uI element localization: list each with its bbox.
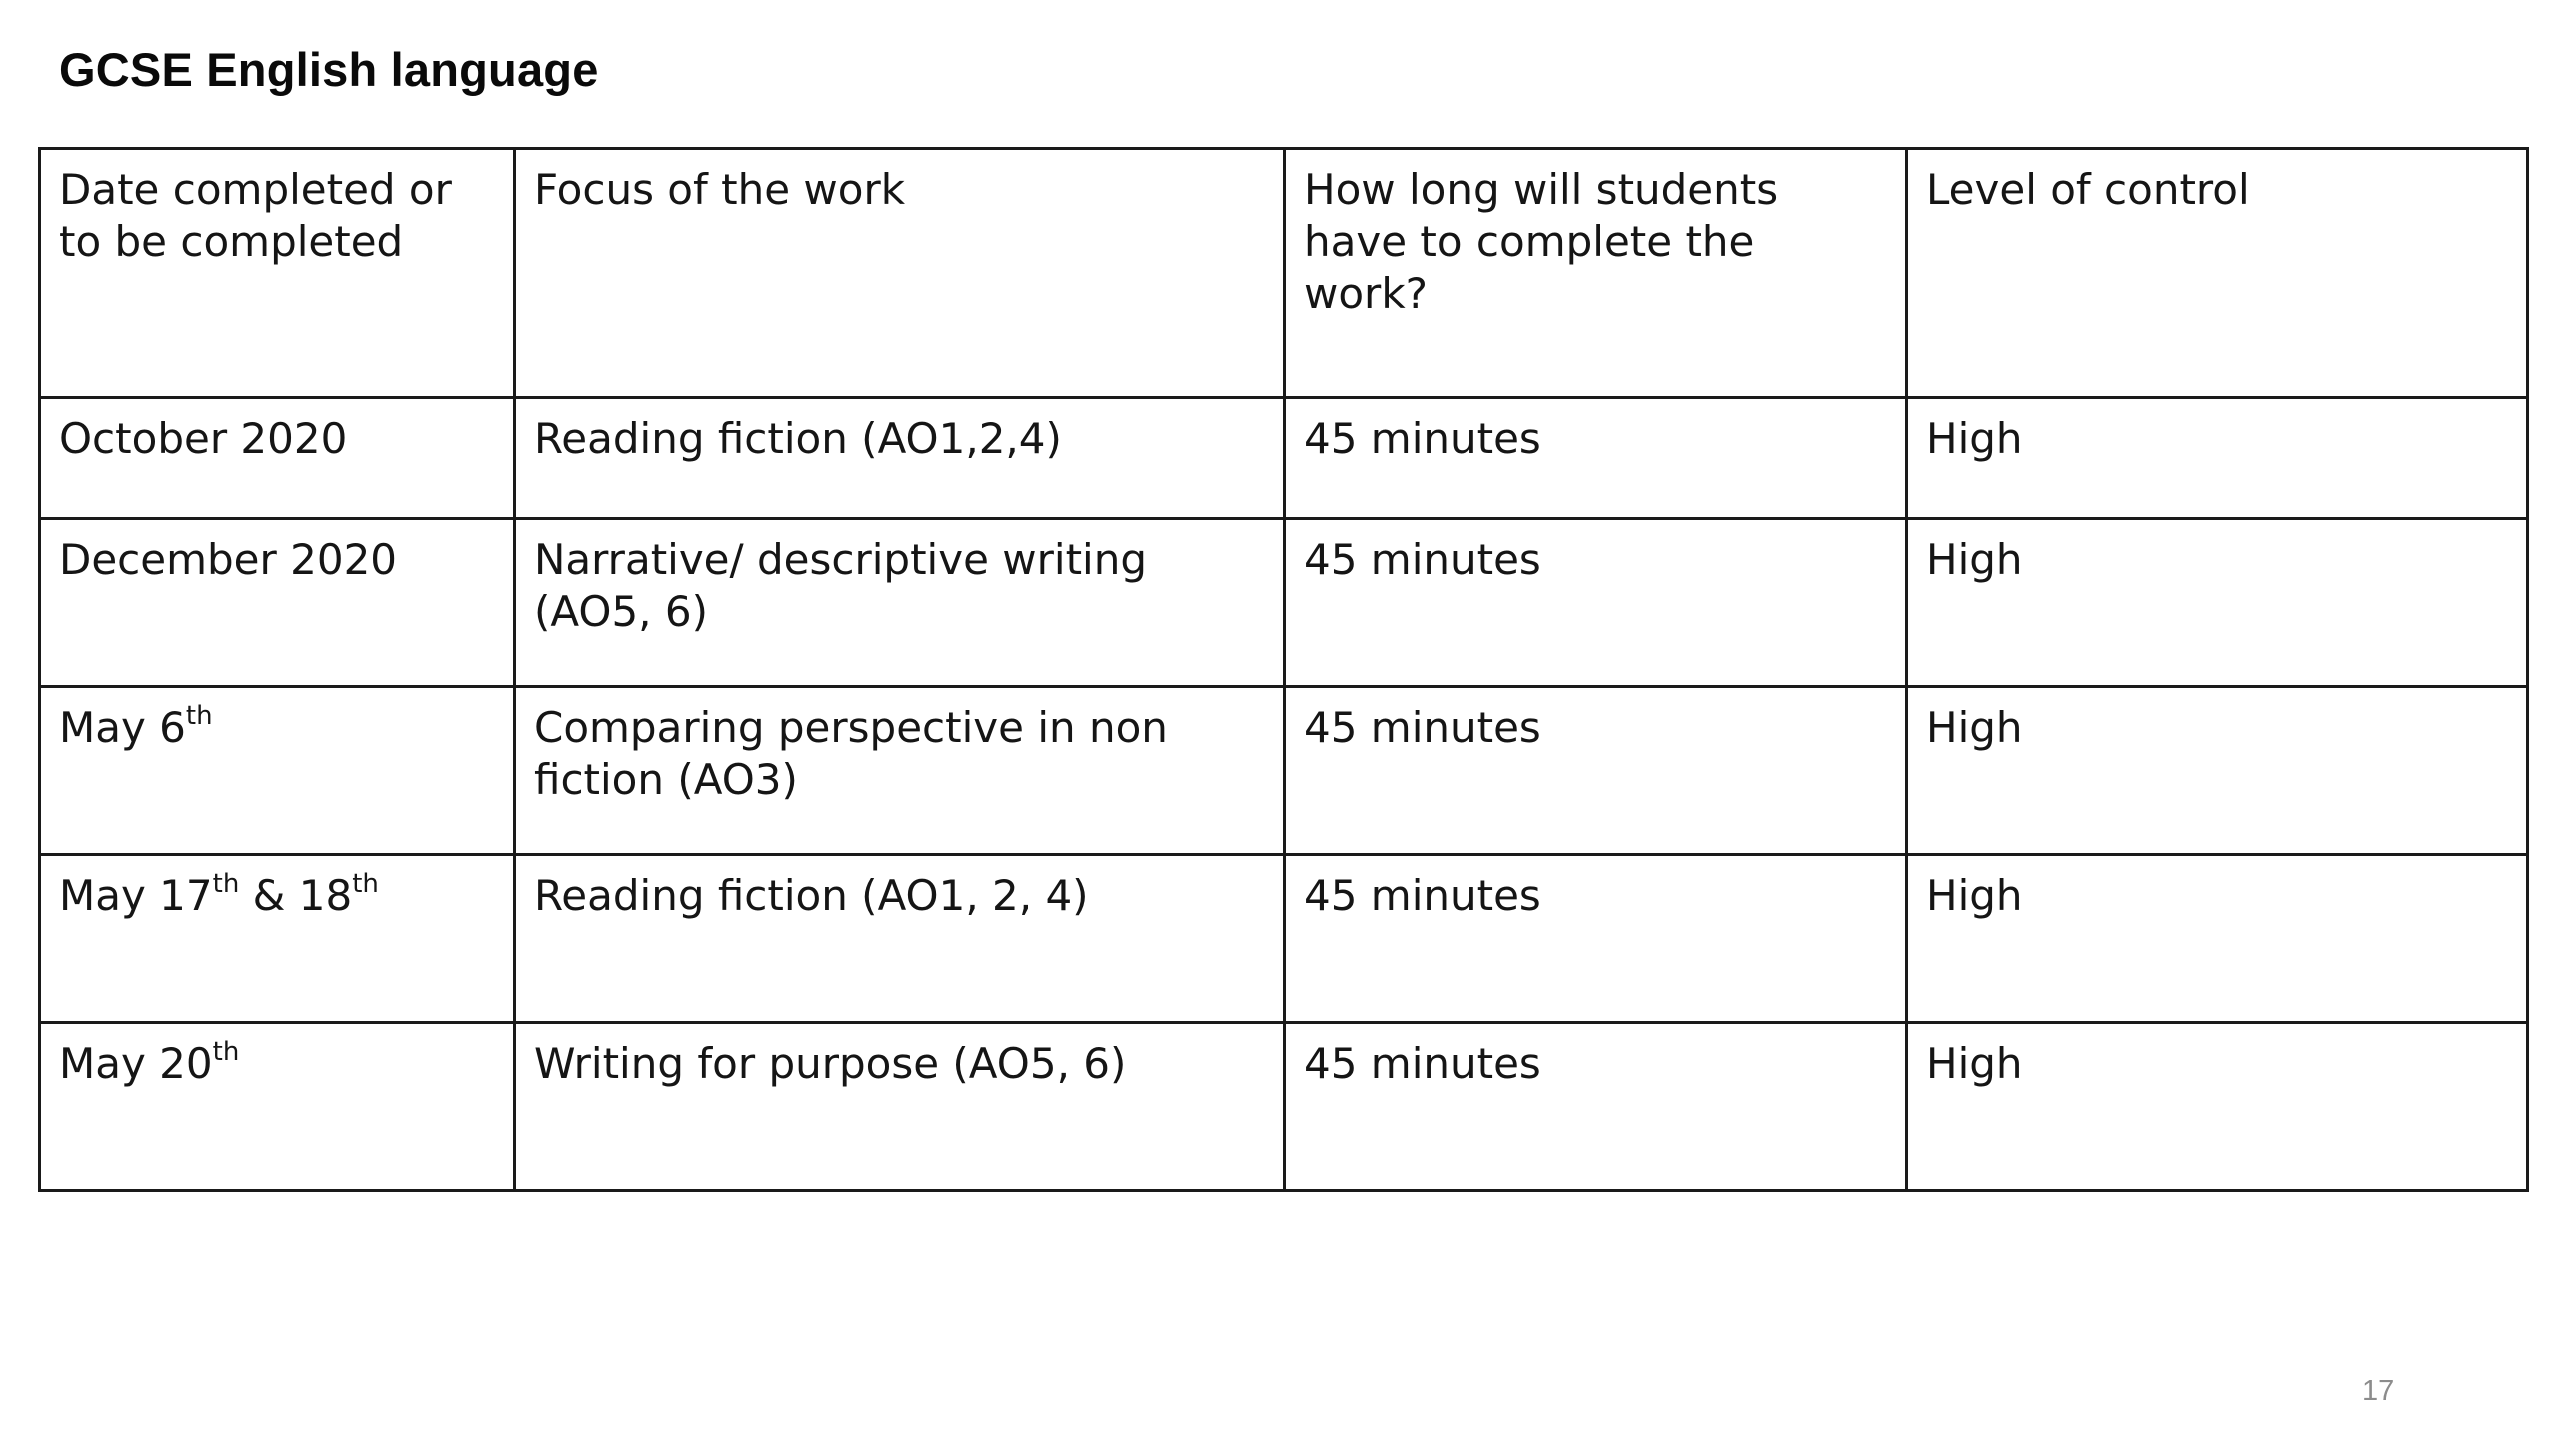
date-text: May 6 bbox=[59, 703, 186, 752]
table-row bbox=[40, 519, 2528, 687]
cell-duration: 45 minutes bbox=[1285, 519, 1907, 687]
cell-focus: Reading fiction (AO1,2,4) bbox=[515, 398, 1285, 519]
cell-date bbox=[40, 687, 515, 855]
cell-duration: 45 minutes bbox=[1285, 687, 1907, 855]
cell-date bbox=[40, 1023, 515, 1191]
header-focus: Focus of the work bbox=[515, 149, 1285, 398]
cell-focus: Comparing perspective in non fiction (AO3) bbox=[515, 687, 1285, 855]
assessment-schedule-table bbox=[38, 147, 2529, 1192]
date-ordinal: th bbox=[212, 1037, 240, 1067]
table-row bbox=[40, 855, 2528, 1023]
date-ordinal: th bbox=[212, 869, 240, 899]
header-control: Level of control bbox=[1907, 149, 2528, 398]
cell-duration: 45 minutes bbox=[1285, 398, 1907, 519]
date-text: May 17 bbox=[59, 871, 213, 920]
cell-date bbox=[40, 855, 515, 1023]
date-text-second: & 18 bbox=[239, 871, 353, 920]
date-ordinal-second: th bbox=[352, 869, 379, 899]
date-ordinal: th bbox=[185, 701, 213, 731]
date-text: May 20 bbox=[59, 1039, 213, 1088]
cell-focus: Reading fiction (AO1, 2, 4) bbox=[515, 855, 1285, 1023]
table-row bbox=[40, 687, 2528, 855]
cell-control: High bbox=[1907, 398, 2528, 519]
cell-date: December 2020 bbox=[40, 519, 515, 687]
slide-title: GCSE English language bbox=[59, 43, 599, 96]
cell-focus: Narrative/ descriptive writing (AO5, 6) bbox=[515, 519, 1285, 687]
cell-control: High bbox=[1907, 855, 2528, 1023]
header-date: Date completed or to be completed bbox=[40, 149, 515, 398]
header-duration: How long will students have to complete the work? bbox=[1285, 149, 1907, 398]
cell-duration: 45 minutes bbox=[1285, 855, 1907, 1023]
cell-control: High bbox=[1907, 687, 2528, 855]
table-row bbox=[40, 1023, 2528, 1191]
cell-control: High bbox=[1907, 519, 2528, 687]
table-row bbox=[40, 398, 2528, 519]
page-number: 17 bbox=[2362, 1375, 2395, 1407]
cell-date: October 2020 bbox=[40, 398, 515, 519]
table-header-row bbox=[40, 149, 2528, 398]
cell-duration: 45 minutes bbox=[1285, 1023, 1907, 1191]
cell-focus: Writing for purpose (AO5, 6) bbox=[515, 1023, 1285, 1191]
cell-control: High bbox=[1907, 1023, 2528, 1191]
